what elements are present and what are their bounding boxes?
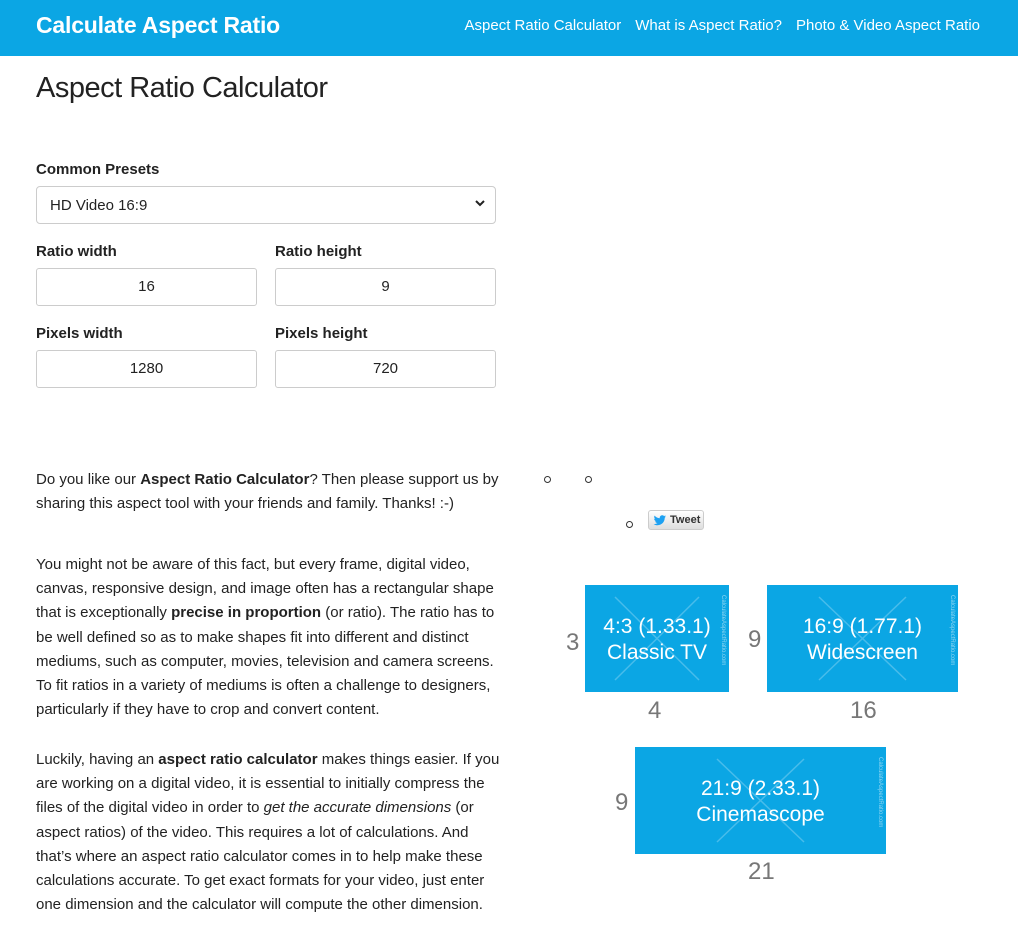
twitter-bird-icon <box>653 515 667 526</box>
list-bullet <box>626 521 633 528</box>
watermark: CalculateAspectRatio.com <box>720 595 726 666</box>
ratio-width-input[interactable]: 16 <box>36 268 257 306</box>
ratio-width-label: Ratio width <box>36 243 117 260</box>
ratio-label: 16:9 (1.77.1) <box>802 615 923 638</box>
pixels-height-input[interactable]: 720 <box>275 350 496 388</box>
ratio-name: Classic TV <box>607 641 707 664</box>
nav-links <box>465 17 981 34</box>
tweet-label: Tweet <box>670 514 701 526</box>
presets-selected-value: HD Video 16:9 <box>50 197 148 214</box>
tweet-button[interactable] <box>648 510 704 530</box>
top-navbar <box>0 0 1018 56</box>
ratio-height-input[interactable]: 9 <box>275 268 496 306</box>
presets-label: Common Presets <box>36 161 160 178</box>
site-brand[interactable]: Calculate Aspect Ratio <box>36 12 280 38</box>
ratio-illustration-cinemascope <box>635 747 886 854</box>
nav-link-what-is[interactable]: What is Aspect Ratio? <box>635 17 782 34</box>
ratio-illustration-classic-tv <box>585 585 729 692</box>
pixels-width-label: Pixels width <box>36 325 123 342</box>
ratio-name: Cinemascope <box>696 803 825 826</box>
ratio-illustration-widescreen <box>767 585 958 692</box>
ratio-width-value: 21 <box>748 858 775 885</box>
article-paragraph-1: You might not be aware of this fact, but every frame, digital video, canvas, responsive design, and image often has a rectangular shape that is exceptionally precise in proportion (or ratio). The ratio has to be well defined so as to make shapes fit into different and distinct mediums, such as computer, movies, television and camera screens. To fit ratios in a variety of mediums is often a challenge to designers, particularly if they have to crop and convert content. <box>36 556 495 719</box>
ratio-label: 4:3 (1.33.1) <box>603 615 711 638</box>
nav-link-photo-video[interactable]: Photo & Video Aspect Ratio <box>795 17 980 34</box>
page-title: Aspect Ratio Calculator <box>36 72 328 104</box>
ratio-label: 21:9 (2.33.1) <box>700 777 821 800</box>
ratio-height-label: Ratio height <box>275 243 362 260</box>
ratio-width-value: 16 <box>850 697 877 724</box>
ratio-height-value: 9 <box>615 789 629 816</box>
presets-select[interactable] <box>36 186 496 224</box>
watermark: CalculateAspectRatio.com <box>877 757 883 828</box>
list-bullet <box>585 476 592 483</box>
ratio-height-value: 3 <box>566 629 580 656</box>
share-paragraph: Do you like our Aspect Ratio Calculator? Then please support us by sharing this aspect tool with your friends and family. Thanks! :-) <box>36 471 499 513</box>
ratio-width-value: 4 <box>648 697 662 724</box>
chevron-down-icon <box>474 196 486 212</box>
watermark: CalculateAspectRatio.com <box>949 595 955 666</box>
article-paragraph-2: Luckily, having an aspect ratio calculator makes things easier. If you are working on a digital video, it is essential to initially compress the files of the digital video in order to get the accurate dimensions (or aspect ratios) of the video. This requires a lot of calculations. And that’s where an aspect ratio calculator comes in to help make these calculations accurate. To get exact formats for your video, just enter one dimension and the calculator will compute the other dimension. <box>36 751 500 914</box>
pixels-height-label: Pixels height <box>275 325 368 342</box>
pixels-width-input[interactable]: 1280 <box>36 350 257 388</box>
ratio-height-value: 9 <box>748 626 762 653</box>
nav-link-calculator[interactable]: Aspect Ratio Calculator <box>464 17 622 34</box>
ratio-name: Widescreen <box>807 641 918 664</box>
list-bullet <box>544 476 551 483</box>
